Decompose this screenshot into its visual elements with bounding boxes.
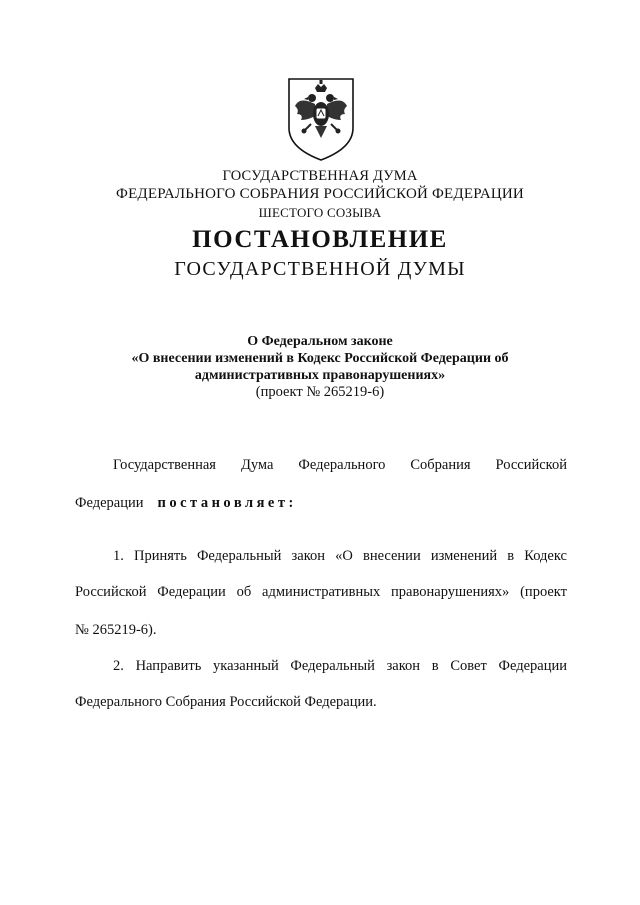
org-line-duma: ГОСУДАРСТВЕННАЯ ДУМА bbox=[222, 168, 418, 184]
document-subtitle: ГОСУДАРСТВЕННОЙ ДУМЫ bbox=[174, 258, 466, 280]
item1-line-2: Российской Федерации об административных правонарушениях» (проект bbox=[75, 584, 567, 600]
item1-line-3: № 265219-6). bbox=[75, 622, 157, 638]
project-number: (проект № 265219-6) bbox=[255, 384, 385, 400]
intro-line-2 bbox=[75, 494, 567, 512]
item1-line-1: 1. Принять Федеральный закон «О внесении изменений в Кодекс bbox=[113, 548, 567, 564]
org-line-convocation: ШЕСТОГО СОЗЫВА bbox=[258, 205, 382, 220]
intro-federation: Федерации bbox=[75, 495, 144, 511]
subject-line-3: административных правонарушениях» bbox=[194, 368, 446, 383]
resolves-word: постановляет: bbox=[157, 495, 297, 511]
subject-line-1: О Федеральном законе bbox=[247, 334, 393, 349]
subject-line-2: «О внесении изменений в Кодекс Российской Федерации об bbox=[131, 351, 509, 366]
org-line-federal-assembly: ФЕДЕРАЛЬНОГО СОБРАНИЯ РОССИЙСКОЙ ФЕДЕРАЦИИ bbox=[116, 186, 524, 202]
document-title: ПОСТАНОВЛЕНИЕ bbox=[192, 226, 448, 253]
item2-line-1: 2. Направить указанный Федеральный закон в Совет Федерации bbox=[113, 658, 567, 674]
intro-line-1: Государственная Дума Федерального Собрания Российской bbox=[113, 457, 567, 473]
coat-of-arms-emblem-icon bbox=[285, 76, 357, 162]
item2-line-2: Федерального Собрания Российской Федерации. bbox=[75, 694, 377, 710]
